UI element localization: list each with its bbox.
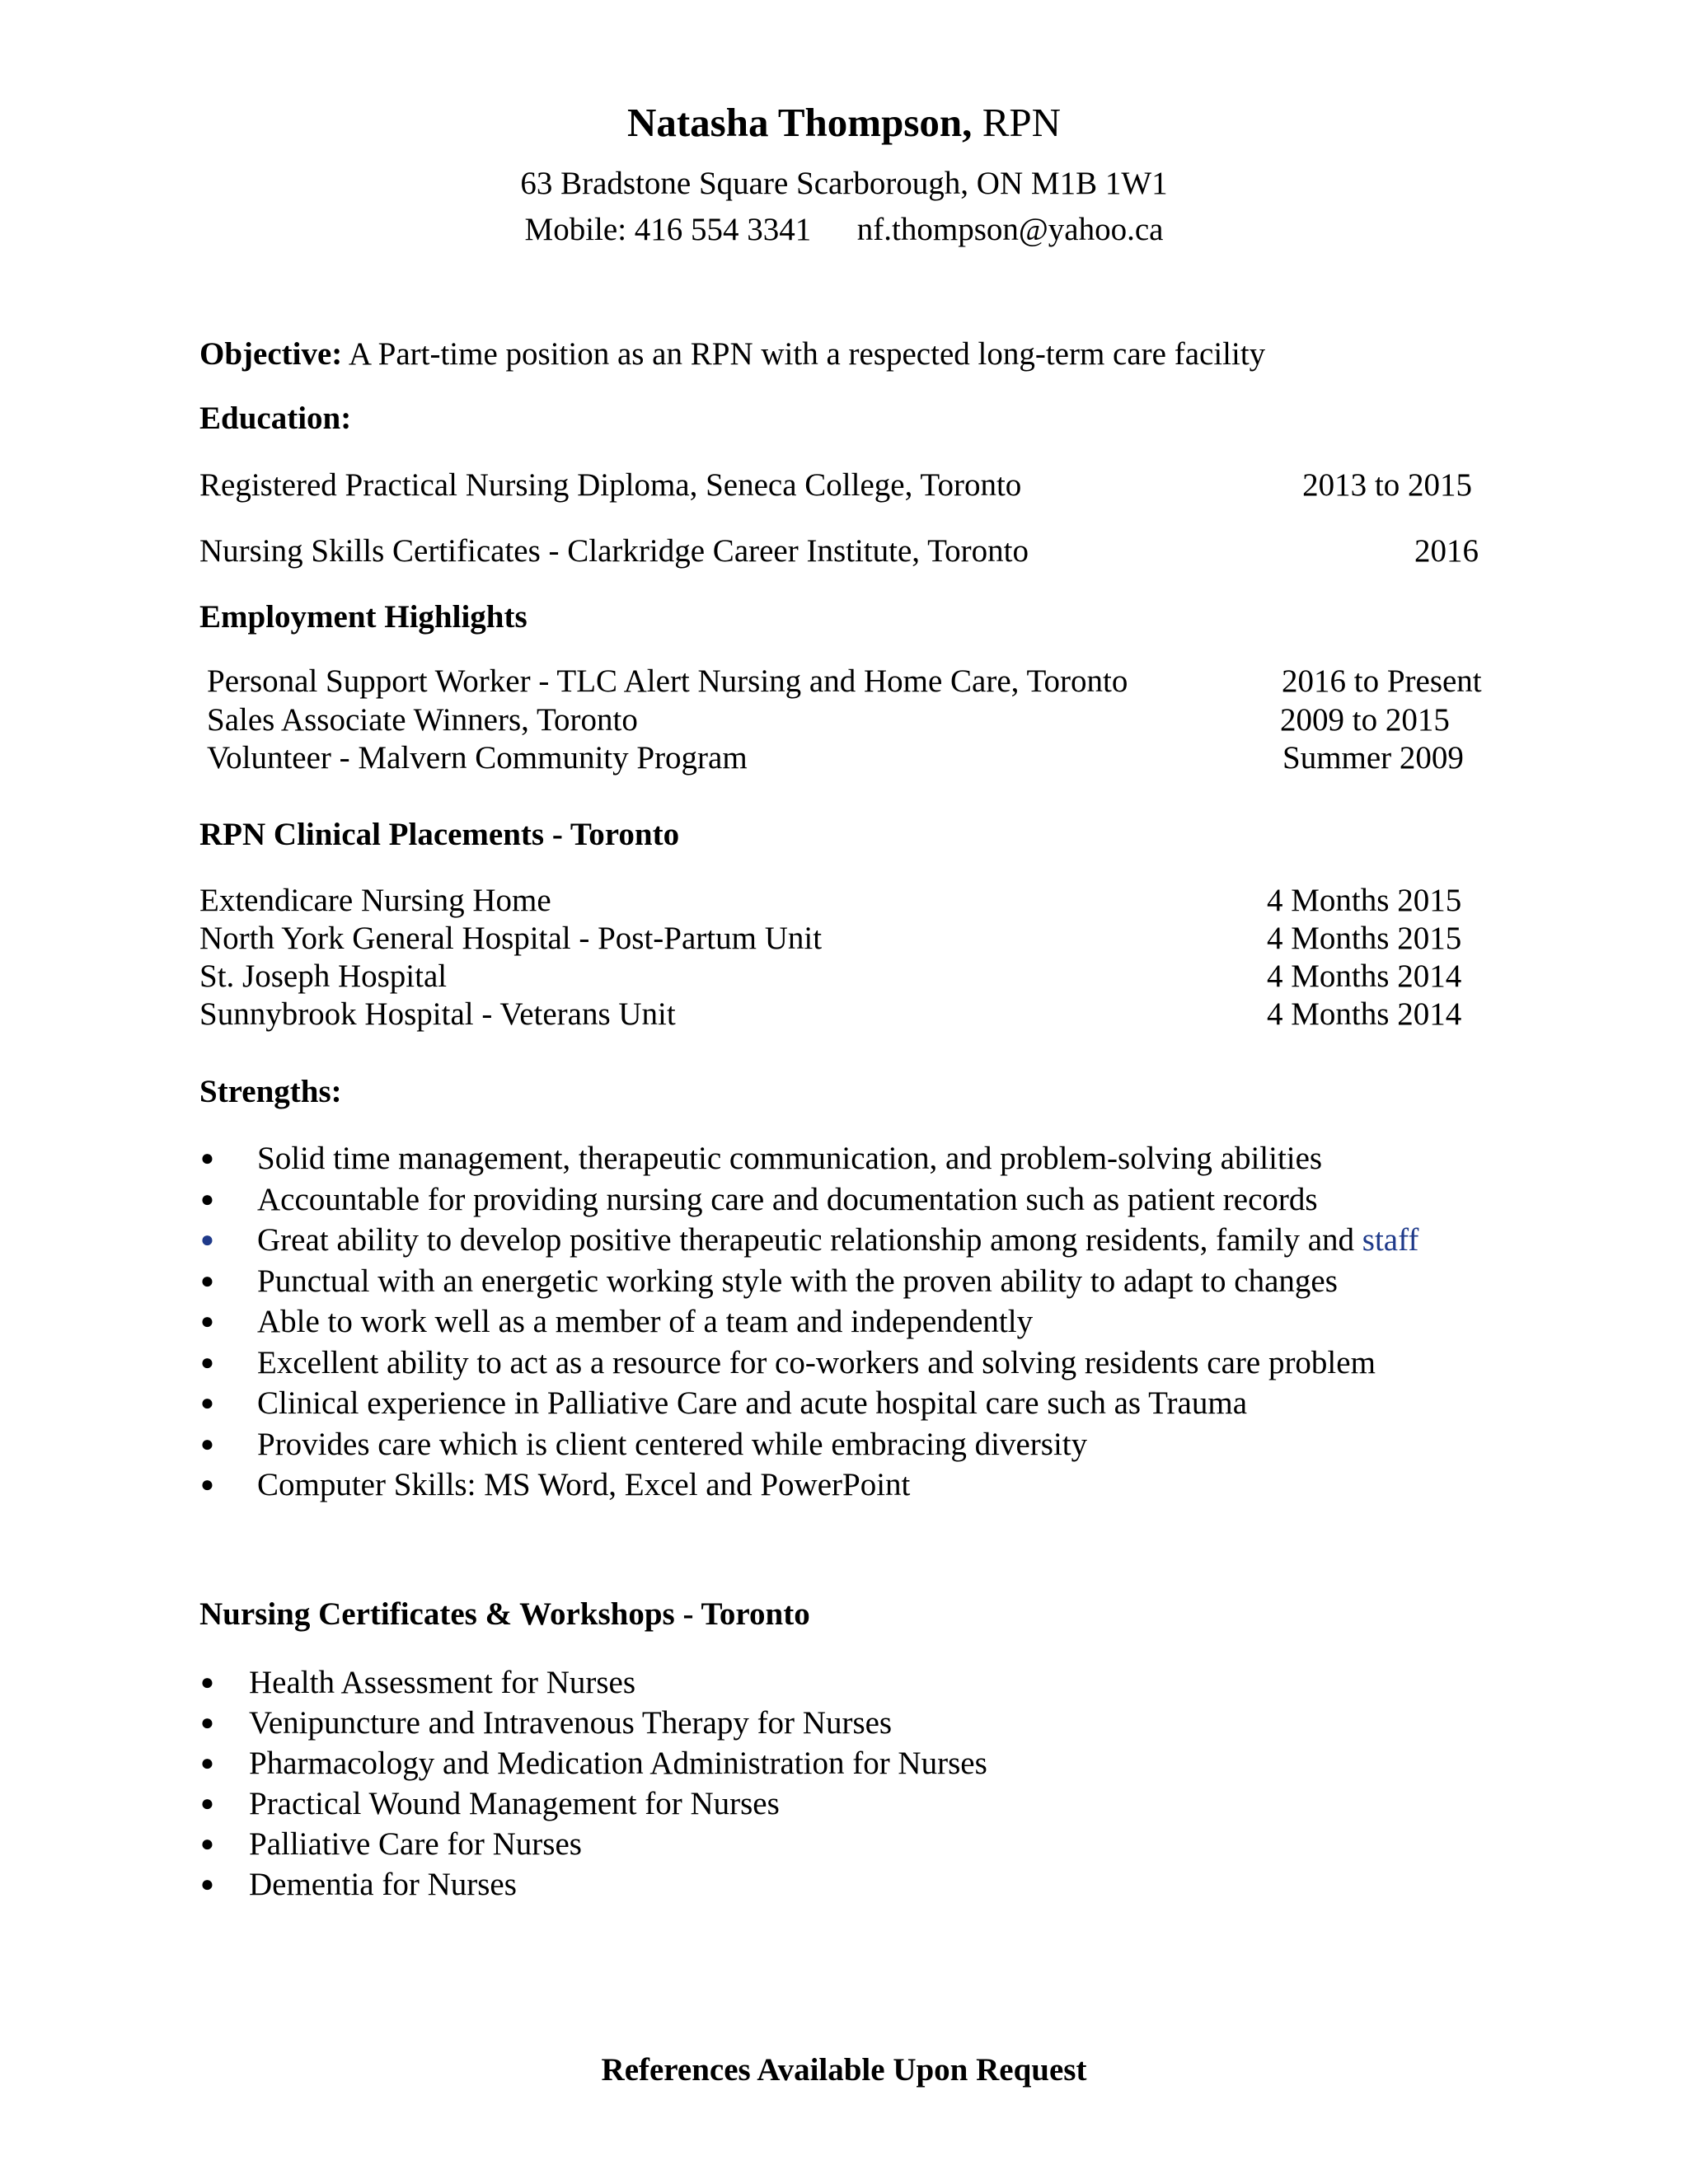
placement-date: 4 Months 2015 — [1267, 921, 1462, 956]
bullet-icon: ● — [200, 1390, 214, 1416]
bullet-icon: ● — [200, 1227, 214, 1253]
references-note: References Available Upon Request — [601, 2052, 1087, 2088]
credential: RPN — [982, 100, 1062, 145]
bullet-icon: ● — [200, 1146, 214, 1171]
bullet-icon: ● — [200, 1187, 214, 1212]
employment-item: Personal Support Worker - TLC Alert Nursing and Home Care, Toronto — [207, 663, 1128, 699]
strength-item: Computer Skills: MS Word, Excel and PowerPoint — [257, 1467, 911, 1502]
certificate-item: Venipuncture and Intravenous Therapy for Nurses — [249, 1705, 893, 1741]
bullet-icon: ● — [200, 1432, 214, 1457]
placements-heading: RPN Clinical Placements - Toronto — [199, 817, 680, 852]
certificate-item: Dementia for Nurses — [249, 1867, 517, 1902]
strengths-heading: Strengths: — [199, 1074, 342, 1109]
bullet-icon: ● — [200, 1791, 214, 1816]
strength-item: Punctual with an energetic working style with the proven ability to adapt to changes — [257, 1263, 1338, 1299]
certificate-item: Practical Wound Management for Nurses — [249, 1786, 780, 1821]
bullet-icon: ● — [200, 1750, 214, 1776]
resume-name — [0, 102, 1688, 143]
strength-item: Accountable for providing nursing care and documentation such as patient records — [257, 1182, 1318, 1217]
bullet-icon: ● — [200, 1268, 214, 1294]
strength-item: Clinical experience in Palliative Care and acute hospital care such as Trauma — [257, 1385, 1248, 1421]
education-item: Registered Practical Nursing Diploma, Seneca College, Toronto — [199, 467, 1022, 503]
address: 63 Bradstone Square Scarborough, ON M1B 1W1 — [520, 166, 1168, 201]
education-heading: Education: — [199, 401, 352, 436]
mobile-number: 416 554 3341 — [634, 212, 812, 247]
placement-date: 4 Months 2014 — [1267, 996, 1462, 1032]
bullet-icon: ● — [200, 1472, 214, 1497]
strength-item — [257, 1224, 1418, 1256]
bullet-icon: ● — [200, 1710, 214, 1736]
bullet-icon: ● — [200, 1872, 214, 1897]
employment-date: 2016 to Present — [1282, 663, 1482, 699]
strength-item: Provides care which is client centered while embracing diversity — [257, 1427, 1088, 1462]
email: nf.thompson@yahoo.ca — [856, 212, 1164, 247]
placement-date: 4 Months 2015 — [1267, 883, 1462, 918]
bullet-icon: ● — [200, 1670, 214, 1695]
employment-date: Summer 2009 — [1282, 740, 1464, 776]
employment-item: Volunteer - Malvern Community Program — [207, 740, 748, 776]
education-date: 2013 to 2015 — [1302, 467, 1472, 503]
certificate-item: Palliative Care for Nurses — [249, 1826, 582, 1862]
objective-text: A Part-time position as an RPN with a respected long-term care facility — [348, 336, 1266, 372]
strength-item: Able to work well as a member of a team and independently — [257, 1304, 1034, 1339]
strength-item: Excellent ability to act as a resource for co-workers and solving residents care problem — [257, 1345, 1376, 1380]
placement-date: 4 Months 2014 — [1267, 958, 1462, 994]
employment-date: 2009 to 2015 — [1280, 702, 1450, 738]
certificate-item: Health Assessment for Nurses — [249, 1665, 636, 1700]
bullet-icon: ● — [200, 1350, 214, 1376]
objective-label: Objective: — [199, 336, 343, 372]
placement-item: Extendicare Nursing Home — [199, 883, 551, 918]
strength-text: Great ability to develop positive therapeutic relationship among residents, family and — [257, 1222, 1355, 1258]
strength-item: Solid time management, therapeutic communication, and problem-solving abilities — [257, 1141, 1323, 1176]
placement-item: St. Joseph Hospital — [199, 958, 448, 994]
certificate-item: Pharmacology and Medication Administration for Nurses — [249, 1746, 987, 1781]
education-item: Nursing Skills Certificates - Clarkridge Career Institute, Toronto — [199, 533, 1029, 569]
placement-item: Sunnybrook Hospital - Veterans Unit — [199, 996, 676, 1032]
objective — [199, 338, 1265, 370]
education-date: 2016 — [1414, 533, 1479, 569]
bullet-icon: ● — [200, 1831, 214, 1857]
placement-item: North York General Hospital - Post-Partum Unit — [199, 921, 823, 956]
contact-line — [0, 213, 1688, 246]
employment-heading: Employment Highlights — [199, 599, 528, 635]
bullet-icon: ● — [200, 1309, 214, 1334]
full-name: Natasha Thompson, — [626, 100, 973, 145]
strength-staff-word: staff — [1362, 1222, 1419, 1258]
certificates-heading: Nursing Certificates & Workshops - Toronto — [199, 1596, 810, 1632]
employment-item: Sales Associate Winners, Toronto — [207, 702, 638, 738]
mobile-label: Mobile: — [524, 212, 627, 247]
